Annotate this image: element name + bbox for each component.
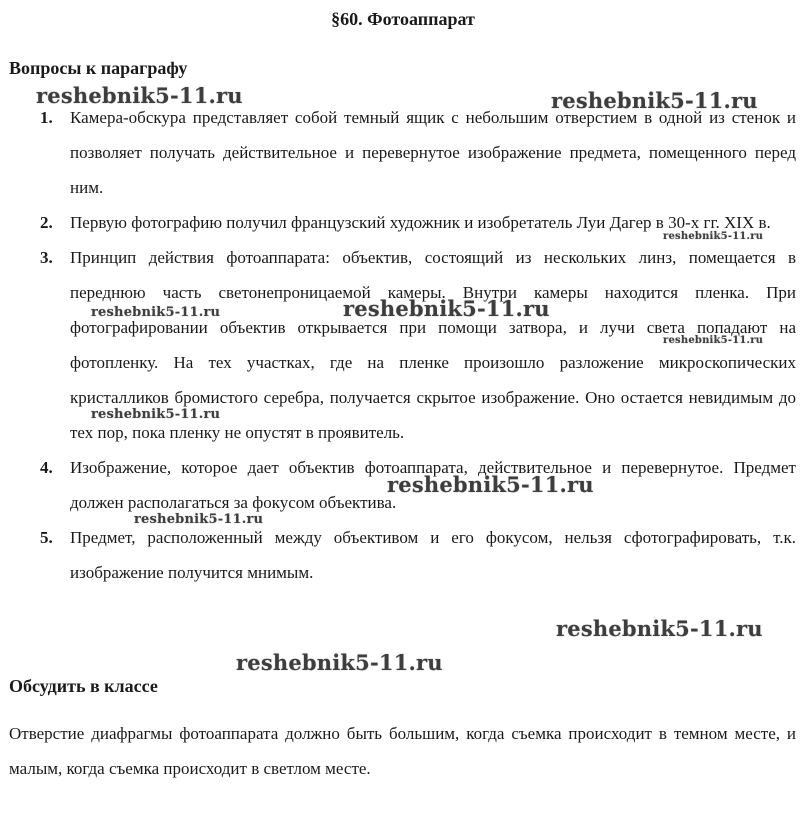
list-item [0, 520, 806, 590]
item-number: 2. [40, 213, 53, 232]
watermark: reshebnik5-11.ru [343, 296, 550, 321]
watermark: reshebnik5-11.ru [91, 407, 221, 422]
watermark: reshebnik5-11.ru [134, 512, 264, 527]
item-text: Предмет, расположенный между объективом и его фокусом, нельзя сфотографировать, т.к. изображение получится мнимым. [70, 528, 796, 582]
discussion-text: Отверстие диафрагмы фотоаппарата должно быть большим, когда съемка происходит в темном месте, и малым, когда съемка происходит в светлом месте. [9, 724, 796, 778]
item-number: 4. [40, 458, 53, 477]
questions-heading: Вопросы к параграфу [9, 58, 188, 78]
discussion-heading: Обсудить в классе [9, 676, 158, 696]
item-number: 1. [40, 108, 53, 127]
item-text: Изображение, которое дает объектив фотоаппарата, действительное и перевернутое. Предмет должен располагаться за фокусом объектива. [70, 458, 796, 512]
watermark: reshebnik5-11.ru [387, 472, 594, 497]
watermark: reshebnik5-11.ru [663, 335, 764, 346]
watermark: reshebnik5-11.ru [36, 83, 243, 108]
watermark: reshebnik5-11.ru [91, 305, 221, 320]
watermark: reshebnik5-11.ru [236, 650, 443, 675]
item-number: 5. [40, 528, 53, 547]
list-item [0, 100, 806, 205]
item-text: Первую фотографию получил французский художник и изобретатель Луи Дагер в 30-х гг. XIX в. [70, 213, 771, 232]
item-text: Камера-обскура представляет собой темный ящик с небольшим отверстием в одной из стенок и позволяет получать действительное и перевернутое изображение предмета, помещенного перед ним. [70, 108, 796, 197]
watermark: reshebnik5-11.ru [551, 88, 758, 113]
page-title: §60. Фотоаппарат [331, 9, 475, 29]
watermark: reshebnik5-11.ru [556, 616, 763, 641]
watermark: reshebnik5-11.ru [663, 231, 764, 242]
item-number: 3. [40, 248, 53, 267]
item-text: Принцип действия фотоаппарата: объектив, состоящий из нескольких линз, помещается в переднюю часть светонепроницаемой камеры. Внутри камеры находится пленка. При фотографировании объектив открывается при помощи затвора, и лучи света попадают на фотопленку. На тех участках, где на пленке произошло разложение микроскопических кристалликов бромистого серебра, получается скрытое изображение. Оно остается невидимым до тех пор, пока пленку не опустят в проявитель. [70, 248, 796, 442]
